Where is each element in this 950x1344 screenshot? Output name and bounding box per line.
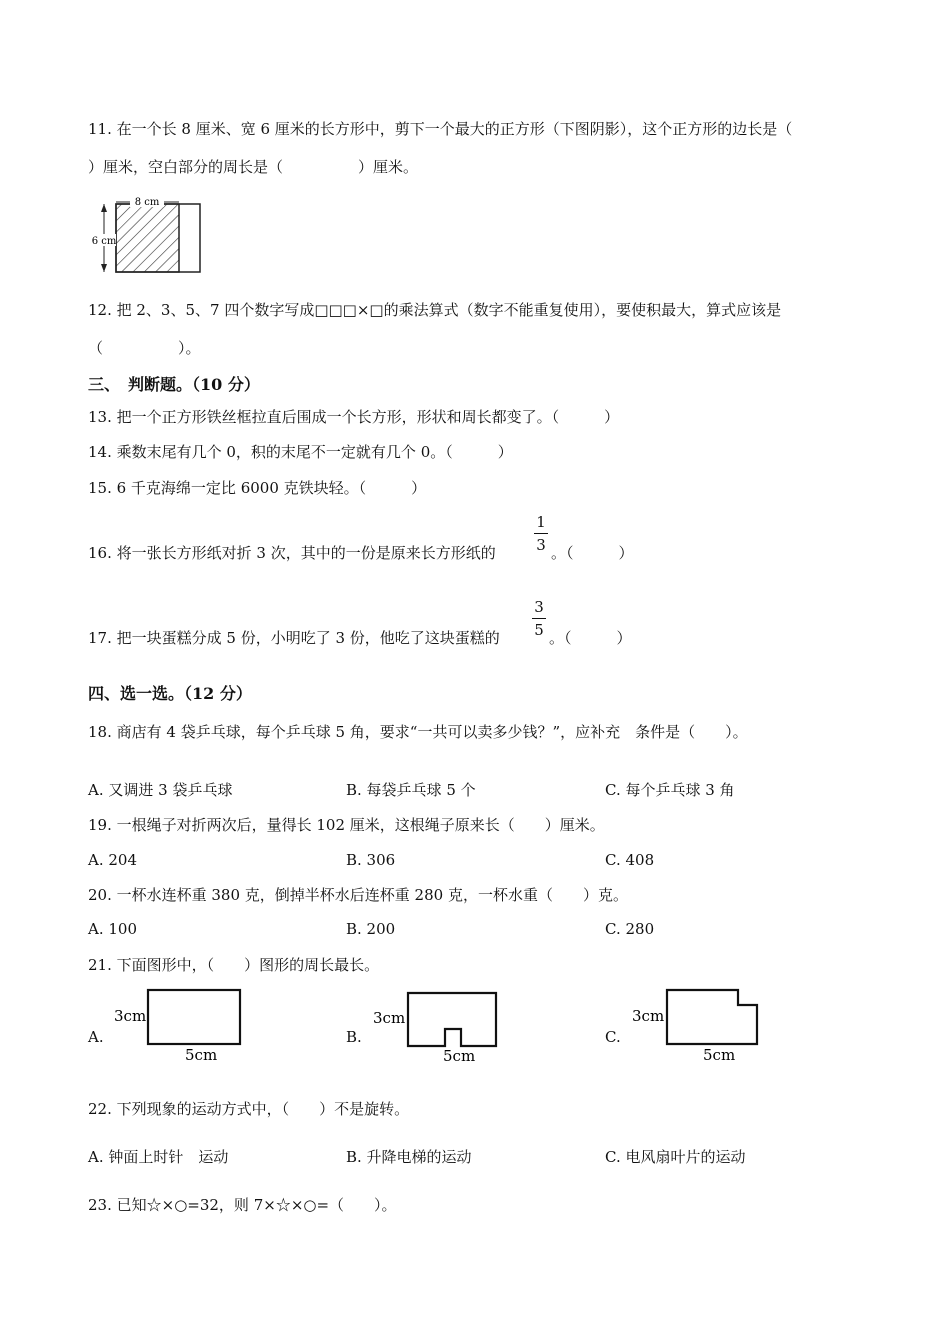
q18-option-b: B. 每袋乒乓球 5 个 — [346, 781, 476, 799]
q22-option-c: C. 电风扇叶片的运动 — [605, 1148, 746, 1166]
q21-option-c: C. — [605, 1028, 621, 1046]
q11-line1: 11. 在一个长 8 厘米、宽 6 厘米的长方形中，剪下一个最大的正方形（下图阴影），这个正方形的边长是（ — [88, 120, 793, 138]
q18-option-a: A. 又调进 3 袋乒乓球 — [88, 781, 233, 799]
q16-numerator: 1 — [536, 513, 546, 531]
q22-option-b: B. 升降电梯的运动 — [346, 1148, 472, 1166]
q19-option-b: B. 306 — [346, 851, 396, 869]
q17-denominator: 5 — [534, 621, 544, 639]
q16-denominator: 3 — [536, 536, 546, 554]
q17-tail: 。（ ） — [549, 629, 632, 647]
q11-width-label: 8 cm — [134, 197, 160, 208]
q21-shape-c — [630, 985, 770, 1065]
q22-option-a: A. 钟面上时针 运动 — [88, 1148, 229, 1166]
q16-fraction — [534, 513, 548, 554]
q11-line2: ）厘米，空白部分的周长是（ ）厘米。 — [88, 158, 419, 176]
q18-text: 18. 商店有 4 袋乒乓球，每个乒乓球 5 角，要求“一共可以卖多少钱？”，应补充 条件是（ ）。 — [88, 723, 748, 741]
q14-text: 14. 乘数末尾有几个 0，积的末尾不一定就有几个 0。（ ） — [88, 443, 513, 461]
q17-fraction — [532, 598, 546, 639]
q12-line1: 12. 把 2、3、5、7 四个数字写成□□□×□的乘法算式（数字不能重复使用），要使积最大，算式应该是 — [88, 301, 782, 319]
q16-text — [88, 543, 496, 563]
q19-option-c: C. 408 — [605, 851, 655, 869]
q20-option-b: B. 200 — [346, 920, 396, 938]
q11-shaded-square — [116, 204, 179, 272]
q18-option-c: C. 每个乒乓球 3 角 — [605, 781, 735, 799]
q11-height-label: 6 cm — [91, 236, 117, 247]
q20-option-c: C. 280 — [605, 920, 655, 938]
q13-text: 13. 把一个正方形铁丝框拉直后围成一个长方形，形状和周长都变了。（ ） — [88, 408, 620, 426]
q21-text: 21. 下面图形中，（ ）图形的周长最长。 — [88, 956, 380, 974]
q17-text — [88, 628, 500, 648]
q15-text: 15. 6 千克海绵一定比 6000 克铁块轻。（ ） — [88, 479, 427, 497]
section3-heading: 三、 判断题。（10 分） — [88, 375, 260, 394]
q21-shape-b — [370, 985, 510, 1065]
q20-text: 20. 一杯水连杯重 380 克，倒掉半杯水后连杯重 280 克，一杯水重（ ）克。 — [88, 886, 628, 904]
q21-c-height-label: 3cm — [632, 1007, 665, 1025]
q20-option-a: A. 100 — [88, 920, 137, 938]
q19-text: 19. 一根绳子对折两次后，量得长 102 厘米，这根绳子原来长（ ）厘米。 — [88, 816, 605, 834]
q21-shape-a — [110, 985, 250, 1065]
q23-text: 23. 已知☆×○=32，则 7×☆×○=（ ）。 — [88, 1196, 397, 1214]
q21-a-width-label: 5cm — [185, 1046, 218, 1064]
section4-heading: 四、选一选。（12 分） — [88, 684, 252, 703]
q11-rectangle-figure — [88, 192, 208, 282]
q12-line2: （ ）。 — [88, 339, 201, 357]
q21-option-b: B. — [346, 1028, 362, 1046]
q19-option-a: A. 204 — [88, 851, 137, 869]
q22-text: 22. 下列现象的运动方式中，（ ）不是旋转。 — [88, 1100, 410, 1118]
q16-tail: 。（ ） — [551, 544, 634, 562]
q21-b-height-label: 3cm — [373, 1009, 406, 1027]
q21-a-height-label: 3cm — [114, 1007, 147, 1025]
q17-numerator: 3 — [534, 598, 544, 616]
q16-stem: 16. 将一张长方形纸对折 3 次，其中的一份是原来长方形纸的 — [88, 544, 496, 562]
q21-option-a: A. — [88, 1028, 104, 1046]
q17-stem: 17. 把一块蛋糕分成 5 份，小明吃了 3 份，他吃了这块蛋糕的 — [88, 629, 500, 647]
q21-b-width-label: 5cm — [443, 1047, 476, 1065]
q21-c-width-label: 5cm — [703, 1046, 736, 1064]
